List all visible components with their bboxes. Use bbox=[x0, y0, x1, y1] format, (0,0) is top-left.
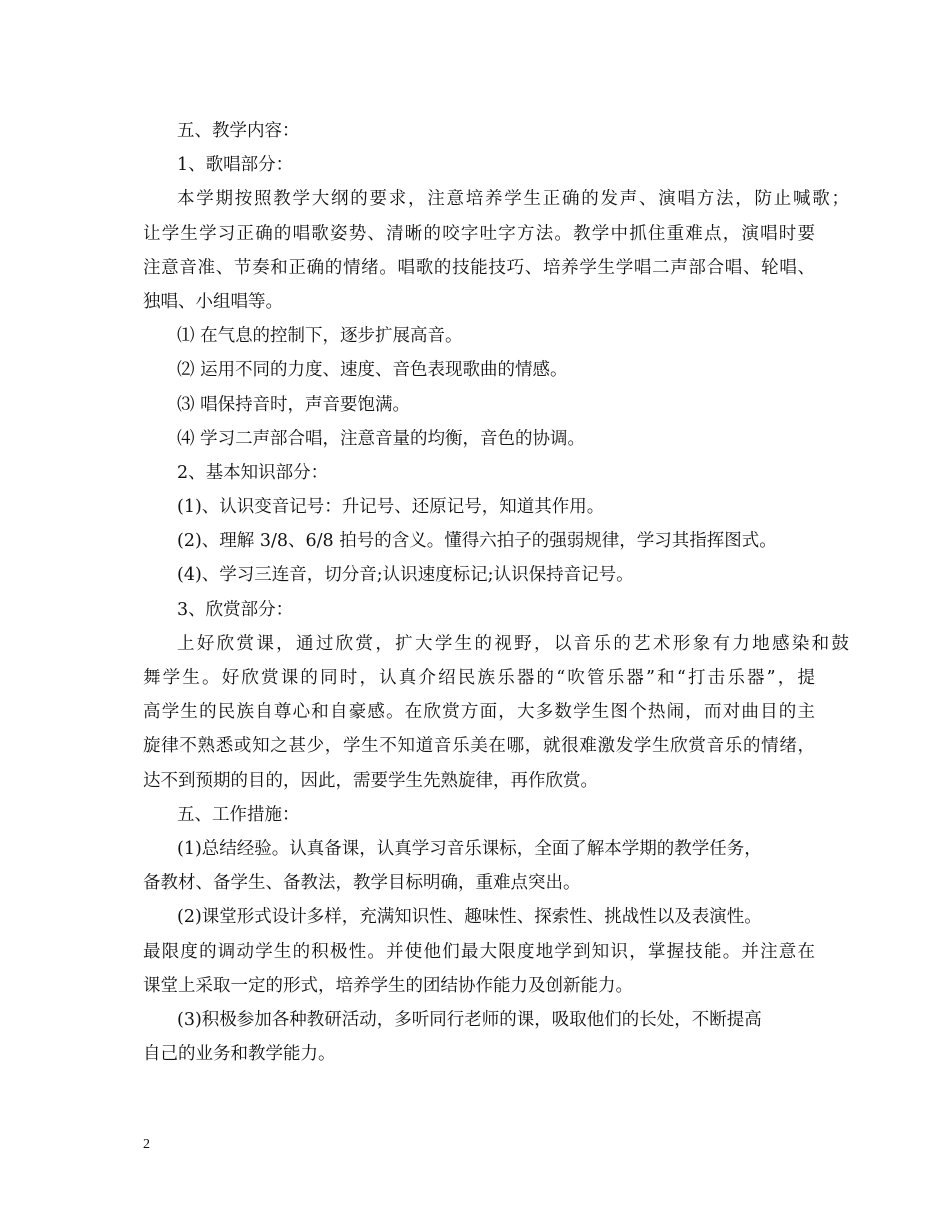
paragraph-line: (1)总结经验。认真备课，认真学习音乐课标，全面了解本学期的教学任务， bbox=[177, 838, 762, 859]
paragraph-line: 备教材、备学生、备教法，教学目标明确，重难点突出。 bbox=[143, 873, 581, 894]
paragraph-line: 最限度的调动学生的积极性。并使他们最大限度地学到知识，掌握技能。并注意在 bbox=[143, 941, 815, 962]
subheading-basic-knowledge: 2、基本知识部分： bbox=[177, 462, 329, 483]
subheading-appreciation: 3、欣赏部分： bbox=[177, 599, 294, 620]
subheading-singing: 1、歌唱部分： bbox=[177, 155, 294, 176]
document-body bbox=[143, 114, 849, 1071]
list-item: ⑶ 唱保持音时，声音要饱满。 bbox=[177, 394, 411, 415]
paragraph-line: 达不到预期的目的，因此，需要学生先熟旋律，再作欣赏。 bbox=[143, 770, 598, 791]
paragraph-line: 本学期按照教学大纲的要求，注意培养学生正确的发声、演唱方法，防止喊歌； bbox=[177, 189, 849, 210]
paragraph-line: 独唱、小组唱等。 bbox=[143, 291, 283, 312]
paragraph-line: 高学生的民族自尊心和自豪感。在欣赏方面，大多数学生图个热闹，而对曲目的主 bbox=[143, 702, 815, 723]
paragraph-line: 上好欣赏课，通过欣赏，扩大学生的视野，以音乐的艺术形象有力地感染和鼓 bbox=[177, 633, 849, 654]
list-item: ⑵ 运用不同的力度、速度、音色表现歌曲的情感。 bbox=[177, 360, 568, 381]
paragraph-line: (2)课堂形式设计多样，充满知识性、趣味性、探索性、挑战性以及表演性。 bbox=[177, 907, 762, 928]
paragraph-line: 注意音准、节奏和正确的情绪。唱歌的技能技巧、培养学生学唱二声部合唱、轮唱、 bbox=[143, 257, 815, 278]
section-heading-work-measures: 五、工作措施： bbox=[177, 804, 300, 825]
list-item: ⑴ 在气息的控制下，逐步扩展高音。 bbox=[177, 326, 463, 347]
paragraph-line: 舞学生。好欣赏课的同时，认真介绍民族乐器的“吹管乐器”和“打击乐器”，提 bbox=[143, 668, 815, 688]
paragraph-line: 自己的业务和教学能力。 bbox=[143, 1044, 336, 1065]
paragraph-line: 课堂上采取一定的形式，培养学生的团结协作能力及创新能力。 bbox=[143, 975, 633, 996]
list-item: (1)、认识变音记号：升记号、还原记号，知道其作用。 bbox=[177, 497, 605, 518]
page-number: 2 bbox=[143, 1137, 150, 1152]
section-heading-teaching-content: 五、教学内容： bbox=[177, 121, 300, 141]
paragraph-line: 让学生学习正确的唱歌姿势、清晰的咬字吐字方法。教学中抓住重难点，演唱时要 bbox=[143, 223, 815, 244]
paragraph-line: (3)积极参加各种教研活动，多听同行老师的课，吸取他们的长处，不断提高 bbox=[177, 1009, 762, 1030]
list-item: (4)、学习三连音，切分音;认识速度标记;认识保持音记号。 bbox=[177, 565, 634, 586]
list-item: (2)、理解 3/8、6/8 拍号的含义。懂得六拍子的强弱规律，学习其指挥图式。 bbox=[177, 531, 777, 552]
list-item: ⑷ 学习二声部合唱，注意音量的均衡，音色的协调。 bbox=[177, 428, 586, 449]
paragraph-line: 旋律不熟悉或知之甚少，学生不知道音乐美在哪，就很难激发学生欣赏音乐的情绪， bbox=[143, 736, 815, 757]
